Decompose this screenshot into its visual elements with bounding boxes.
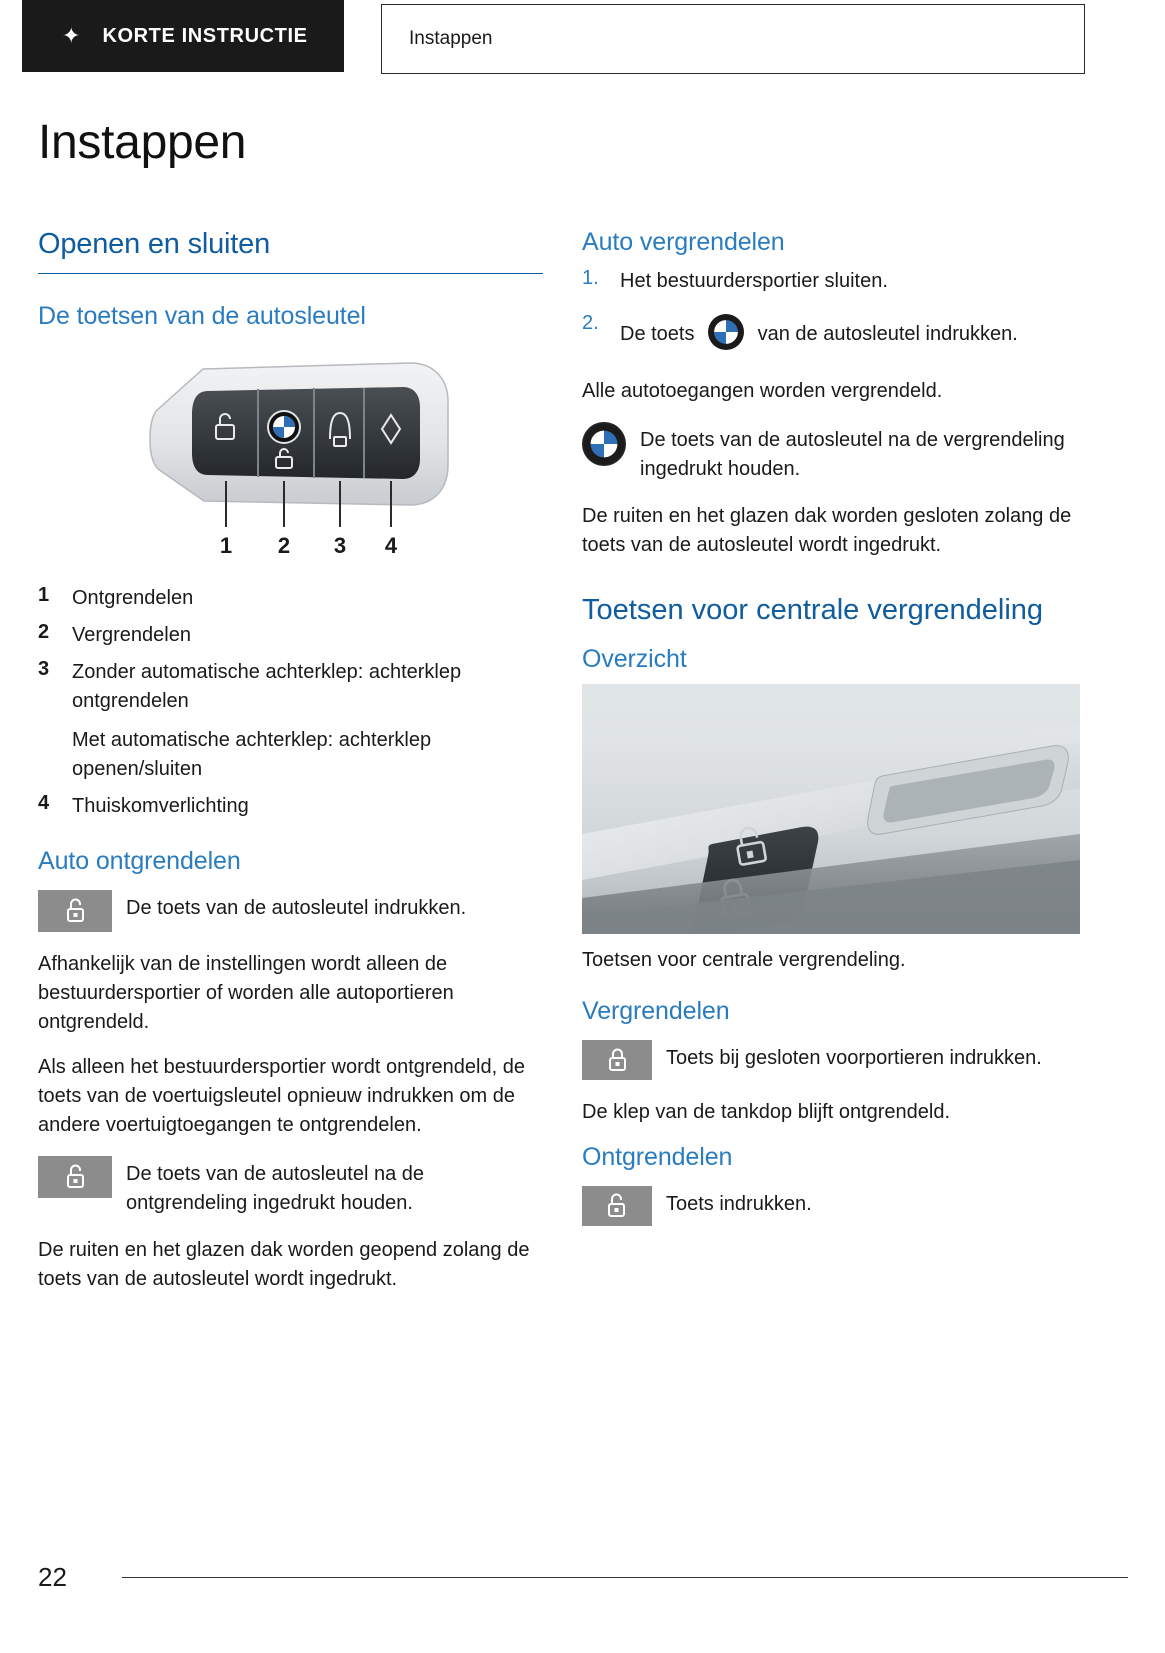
subheading-auto-ontgrendelen: Auto ontgrendelen: [38, 847, 241, 875]
note-lock-hold: [582, 422, 1090, 484]
step-text-before: De toets: [620, 323, 695, 345]
paragraph-windows-close: De ruiten en het glazen dak worden gesloten zolang de toets van de autosleutel wordt ingedrukt.: [582, 505, 1072, 556]
legend-label: Ontgrendelen: [72, 587, 194, 609]
section-heading-toetsen-centrale-vergrendeling: Toetsen voor centrale vergrendeling: [582, 594, 1044, 626]
subheading-overzicht: Overzicht: [582, 645, 687, 673]
breadcrumb: [381, 4, 1085, 74]
unlock-hold-icon: [38, 1156, 112, 1198]
note-unlock-press-door: [582, 1186, 1090, 1226]
bmw-roundel-icon: [706, 312, 746, 361]
paragraph-windows-open: De ruiten en het glazen dak worden geopend zolang de toets van de autosleutel wordt ingedrukt.: [38, 1239, 530, 1290]
lock-icon: [582, 1040, 652, 1080]
icon-container: [582, 422, 626, 471]
header-kicker-tab: [22, 0, 344, 72]
list-item: [582, 312, 1090, 361]
breadcrumb-label: Instappen: [409, 28, 493, 49]
icon-container: [38, 1156, 112, 1198]
bmw-roundel-icon: [582, 422, 626, 466]
star-icon: ✦: [62, 23, 81, 48]
section-rule: [38, 273, 543, 274]
list-item: [38, 792, 538, 821]
list-item: [38, 584, 538, 613]
door-panel-photo: [582, 684, 1080, 934]
legend-number: 3: [38, 658, 50, 680]
subheading-vergrendelen: Vergrendelen: [582, 997, 730, 1025]
subheading-toetsen-autosleutel: De toetsen van de autosleutel: [38, 302, 366, 330]
unlock-icon: [582, 1186, 652, 1226]
key-button-legend: [38, 584, 538, 821]
svg-text:2: 2: [277, 533, 291, 558]
note-unlock-press: [38, 890, 538, 932]
svg-text:4: 4: [384, 533, 398, 558]
list-item: [38, 658, 538, 716]
page-footer: [38, 1562, 1128, 1593]
subheading-ontgrendelen: Ontgrendelen: [582, 1143, 733, 1171]
icon-container: [582, 1040, 652, 1080]
unlock-icon: [38, 890, 112, 932]
svg-text:1: 1: [219, 533, 233, 558]
paragraph-unlock-again: Als alleen het bestuurdersportier wordt ontgrendeld, de toets van de voertuigsleutel opnieuw indrukken om de andere voertuigtoegangen te ontgrendelen.: [38, 1056, 525, 1136]
note-text: Toets indrukken.: [666, 1193, 812, 1215]
note-unlock-hold: [38, 1156, 538, 1218]
step-text: Het bestuurdersportier sluiten.: [620, 270, 888, 292]
paragraph-all-locked: Alle autotoegangen worden vergrendeld.: [582, 380, 943, 402]
note-text: Toets bij gesloten voorportieren indrukken.: [666, 1047, 1042, 1069]
svg-text:3: 3: [333, 533, 347, 558]
step-text-composite: [620, 312, 1018, 361]
page-title: Instappen: [38, 116, 247, 169]
legend-label: Vergrendelen: [72, 624, 191, 646]
icon-container: [38, 890, 112, 932]
car-key-illustration: [148, 353, 458, 568]
note-text: De toets van de autosleutel na de ontgrendeling ingedrukt houden.: [126, 1163, 424, 1214]
page-header: [0, 0, 1165, 77]
step-number: 1.: [582, 267, 599, 289]
left-column: [38, 228, 538, 1310]
list-item: [582, 267, 1090, 296]
lock-steps-list: [582, 267, 1090, 361]
subheading-auto-vergrendelen: Auto vergrendelen: [582, 228, 785, 256]
legend-number: 4: [38, 792, 50, 814]
legend-number: 2: [38, 621, 50, 643]
photo-caption: Toetsen voor centrale vergrendeling.: [582, 949, 906, 971]
icon-container: [582, 1186, 652, 1226]
footer-rule: [122, 1577, 1128, 1578]
legend-label: Thuiskomverlichting: [72, 795, 249, 817]
step-text-after: van de autosleutel indrukken.: [757, 323, 1018, 345]
paragraph-unlock-settings: Afhankelijk van de instellingen wordt alleen de bestuurdersportier of worden alle autoportieren ontgrendeld.: [38, 953, 454, 1033]
note-text: De toets van de autosleutel indrukken.: [126, 897, 467, 919]
list-item: [38, 621, 538, 650]
header-kicker-label: KORTE INSTRUCTIE: [102, 24, 308, 47]
legend-label: Zonder automatische achterklep: achterklep ontgrendelen: [72, 661, 462, 712]
step-number: 2.: [582, 312, 599, 334]
right-column: [582, 228, 1090, 1244]
page-number: 22: [38, 1562, 67, 1592]
paragraph-fuel-flap: De klep van de tankdop blijft ontgrendeld.: [582, 1101, 951, 1123]
note-lock-press: [582, 1040, 1090, 1080]
legend-continuation-text: Met automatische achterklep: achterklep openen/sluiten: [72, 729, 432, 780]
section-heading-openen-en-sluiten: Openen en sluiten: [38, 228, 270, 260]
legend-number: 1: [38, 584, 50, 606]
note-text: De toets van de autosleutel na de vergrendeling ingedrukt houden.: [640, 429, 1065, 480]
